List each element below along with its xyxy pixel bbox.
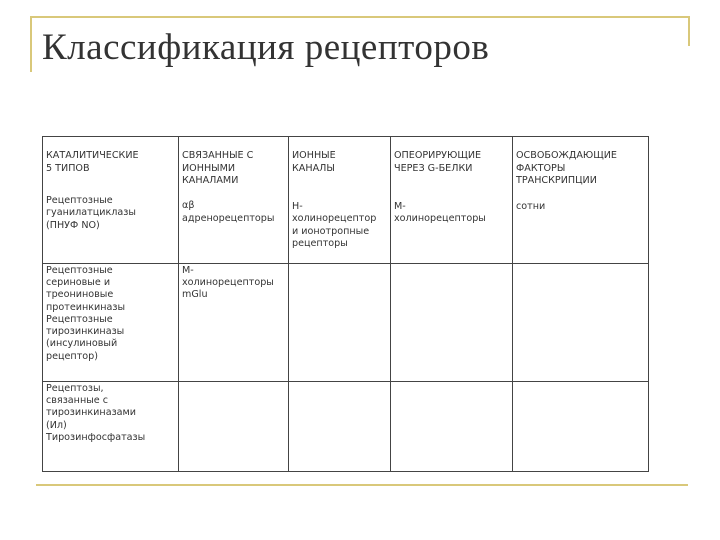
top-rule	[30, 16, 690, 18]
cell-text: сотни	[516, 201, 546, 213]
table-cell: М- холинорецепторы mGlu	[179, 263, 289, 381]
table-cell: Рецептозы, связанные с тирозинкиназами (Ил) Тирозинфосфатазы	[43, 381, 179, 471]
bottom-rule	[36, 484, 688, 486]
cell-text: Рецептозные гуанилатциклазы (ПНУФ NO)	[46, 195, 136, 231]
column-header-catalytic: КАТАЛИТИЧЕСКИЕ 5 ТИПОВ	[46, 150, 139, 174]
table-cell	[289, 263, 391, 381]
table-row	[43, 263, 649, 381]
table-cell	[179, 137, 289, 264]
table-cell	[289, 137, 391, 264]
column-header-g-protein: ОПЕОРИРУЮЩИЕ ЧЕРЕЗ G-БЕЛКИ	[394, 150, 482, 174]
table-cell	[391, 263, 513, 381]
column-header-transcription-factors: ОСВОБОЖДАЮЩИЕ ФАКТОРЫ ТРАНСКРИПЦИИ	[516, 150, 617, 186]
table-cell	[513, 263, 649, 381]
right-rule	[688, 16, 690, 46]
slide-title: Классификация рецепторов	[42, 27, 490, 68]
cell-text: αβ адренорецепторы	[182, 200, 275, 224]
column-header-ion-channels: ИОННЫЕ КАНАЛЫ	[292, 150, 336, 174]
table-row	[43, 381, 649, 471]
table-cell	[513, 381, 649, 471]
table-cell	[179, 381, 289, 471]
table-cell	[513, 137, 649, 264]
table-cell: Рецептозные сериновые и треониновые протеинкиназы Рецептозные тирозинкиназы (инсулиновый рецептор)	[43, 263, 179, 381]
cell-text: М- холинорецепторы	[394, 201, 486, 225]
receptor-classification-table	[42, 136, 649, 472]
table-row	[43, 137, 649, 264]
table-cell	[391, 381, 513, 471]
column-header-ion-channel-linked: СВЯЗАННЫЕ С ИОННЫМИ КАНАЛАМИ	[182, 150, 254, 186]
left-rule	[30, 16, 32, 72]
table-cell	[289, 381, 391, 471]
table-cell	[43, 137, 179, 264]
table-cell	[391, 137, 513, 264]
cell-text: Н- холинорецептор и ионотропные рецепторы	[292, 201, 377, 250]
